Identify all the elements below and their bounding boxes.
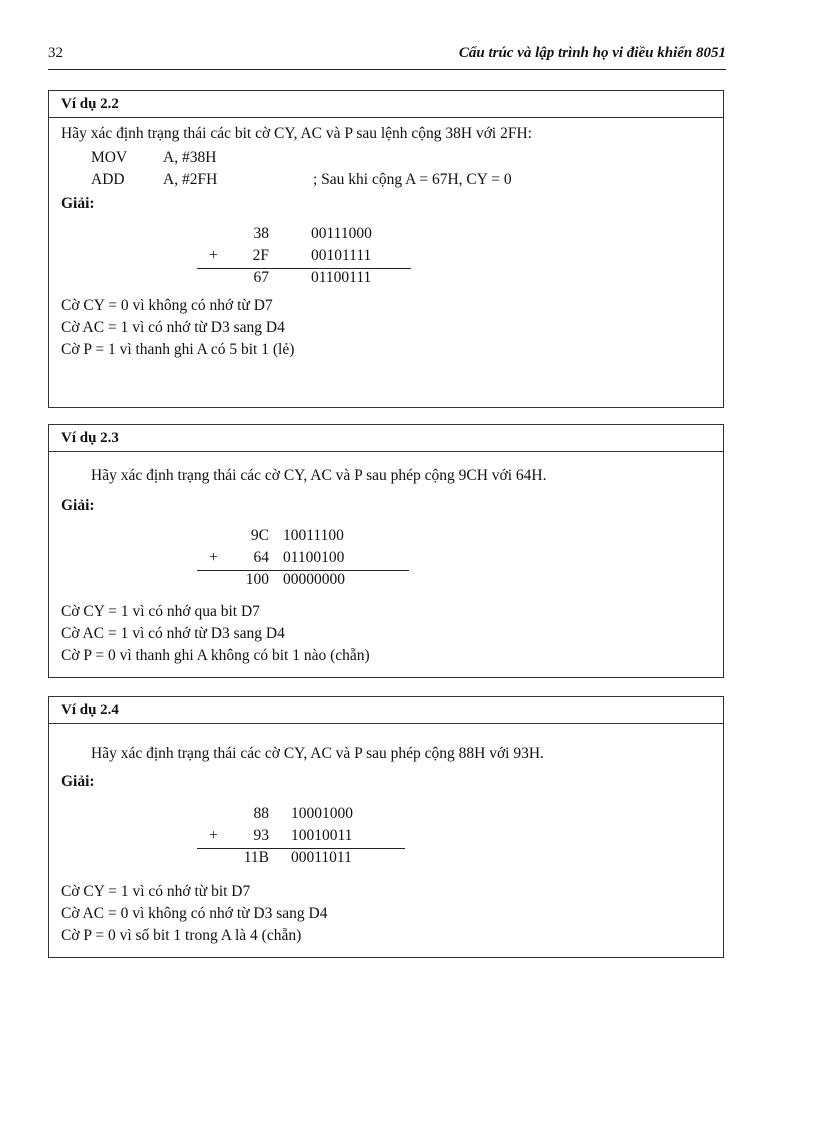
example-title: Ví dụ 2.2 [49, 91, 723, 118]
plus-sign: + [209, 827, 218, 844]
code-operand: A, #38H [163, 149, 217, 166]
operand-b-bin: 00101111 [311, 247, 372, 264]
code-mnemonic: ADD [91, 171, 125, 188]
operand-b-hex: 64 [253, 549, 269, 566]
operand-a-hex: 88 [253, 805, 269, 822]
book-title: Cấu trúc và lập trình họ vi điều khiển 8051 [458, 45, 726, 61]
sum-bin: 00000000 [283, 571, 345, 588]
sum-bin: 00011011 [291, 849, 352, 866]
solution-label: Giải: [61, 773, 95, 790]
code-operand: A, #2FH [163, 171, 218, 188]
flag-line: Cờ AC = 0 vì không có nhớ từ D3 sang D4 [61, 905, 328, 922]
code-mnemonic: MOV [91, 149, 128, 166]
flag-line: Cờ CY = 1 vì có nhớ từ bit D7 [61, 883, 251, 900]
solution-label: Giải: [61, 195, 95, 212]
operand-b-bin: 10010011 [291, 827, 353, 844]
operand-a-hex: 9C [250, 527, 269, 544]
sum-hex: 11B [243, 849, 269, 866]
flag-line: Cờ CY = 0 vì không có nhớ từ D7 [61, 297, 273, 314]
operand-a-bin: 10011100 [283, 527, 344, 544]
example-box-2-3 [48, 424, 724, 678]
example-title: Ví dụ 2.4 [49, 697, 723, 724]
operand-b-hex: 93 [253, 827, 269, 844]
flag-line: Cờ AC = 1 vì có nhớ từ D3 sang D4 [61, 319, 285, 336]
sum-hex: 100 [245, 571, 269, 588]
question-text: Hãy xác định trạng thái các cờ CY, AC và P sau phép cộng 9CH với 64H. [91, 467, 547, 484]
question-text: Hãy xác định trạng thái các bit cờ CY, AC và P sau lệnh cộng 38H với 2FH: [61, 125, 532, 142]
operand-b-bin: 01100100 [283, 549, 345, 566]
flag-line: Cờ CY = 1 vì có nhớ qua bit D7 [61, 603, 260, 620]
example-title: Ví dụ 2.3 [49, 425, 723, 452]
flag-line: Cờ P = 1 vì thanh ghi A có 5 bit 1 (lẻ) [61, 341, 295, 358]
flag-line: Cờ P = 0 vì thanh ghi A không có bit 1 nào (chẵn) [61, 647, 370, 664]
operand-b-hex: 2F [252, 247, 269, 264]
sum-hex: 67 [253, 269, 269, 286]
flag-line: Cờ AC = 1 vì có nhớ từ D3 sang D4 [61, 625, 285, 642]
solution-label: Giải: [61, 497, 95, 514]
plus-sign: + [209, 549, 218, 566]
code-comment: ; Sau khi cộng A = 67H, CY = 0 [313, 171, 512, 188]
example-box-2-4 [48, 696, 724, 958]
page-number: 32 [48, 45, 63, 61]
plus-sign: + [209, 247, 218, 264]
operand-a-bin: 10001000 [291, 805, 353, 822]
operand-a-hex: 38 [253, 225, 269, 242]
sum-bin: 01100111 [311, 269, 372, 286]
operand-a-bin: 00111000 [311, 225, 372, 242]
page-header [48, 45, 726, 70]
example-box-2-2 [48, 90, 724, 408]
flag-line: Cờ P = 0 vì số bit 1 trong A là 4 (chẵn) [61, 927, 302, 944]
question-text: Hãy xác định trạng thái các cờ CY, AC và P sau phép cộng 88H với 93H. [91, 745, 544, 762]
